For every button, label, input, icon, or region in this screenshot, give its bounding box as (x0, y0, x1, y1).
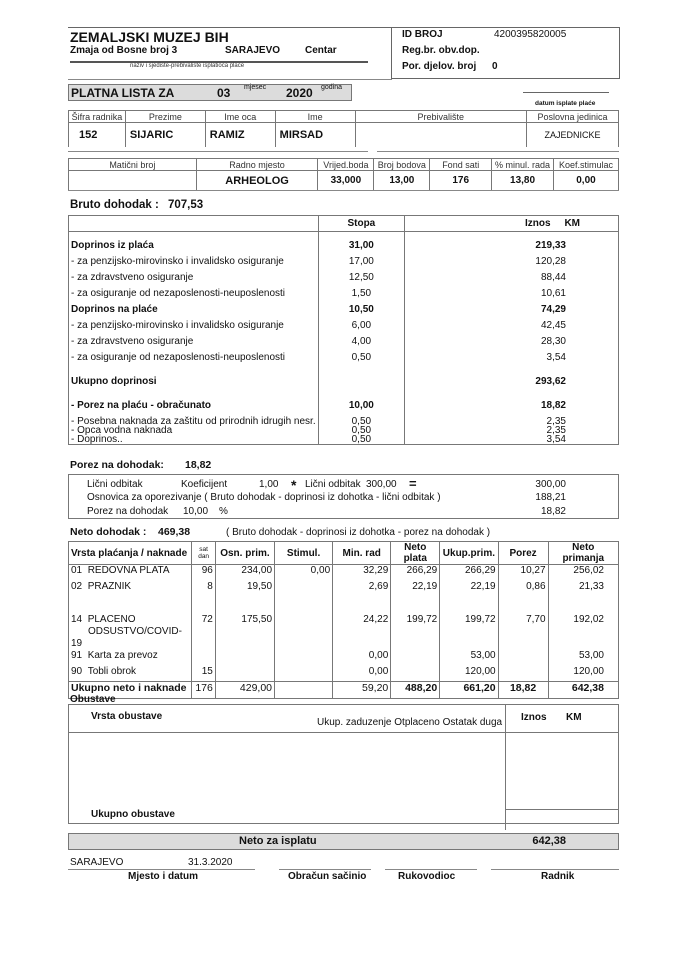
earnings-row: 02 PRAZNIK 8 19,50 2,69 22,19 22,19 0,86 21,33 (69, 581, 619, 614)
header-broj-bodova: Broj bodova (374, 159, 430, 171)
signature-prepared-by: Obračun sačinio (288, 871, 367, 882)
employee-id: 152 (69, 123, 126, 147)
earnings-row: 01 REDOVNA PLATA 96 234,00 0,00 32,29 266,29 266,29 10,27 256,02 (69, 565, 619, 581)
header-prezime: Prezime (125, 111, 205, 123)
header-vrijed-boda: Vrijed.boda (318, 159, 374, 171)
income-tax-label: Porez na dohodak: (70, 459, 164, 471)
header-radno-mjesto: Radno mjesto (196, 159, 318, 171)
income-tax-amount: 18,82 (540, 506, 566, 517)
deductions-total-line (505, 809, 618, 810)
employee-father-name: RAMIZ (205, 123, 275, 147)
col-min-work: Min. rad (333, 542, 391, 565)
job-point-value: 33,000 (318, 171, 374, 191)
org-address: Zmaja od Bosne broj 3 (70, 45, 178, 56)
income-tax-rate-label: Porez na dohodak (87, 506, 169, 517)
payslip-month: 03 (217, 86, 231, 100)
job-seniority: 13,80 (492, 171, 554, 191)
signature-place-date: Mjesto i datum (128, 871, 199, 882)
earnings-row: 14 PLACENO ODSUSTVO/COVID-19 72 175,50 24,22 199,72 199,72 7,70 192,02 (69, 614, 619, 650)
divider-left (68, 151, 368, 152)
header-ime-oca: Ime oca (205, 111, 275, 123)
contribution-row: - za penzijsko-mirovinsko i invalidsko osiguranje 6,00 42,45 (69, 318, 619, 334)
header-sifra: Šifra radnika (69, 111, 126, 123)
col-base: Osn. prim. (215, 542, 274, 565)
employee-table (68, 110, 619, 147)
net-payout-value: 642,38 (532, 835, 566, 847)
net-income-label: Neto dohodak : (70, 526, 147, 538)
income-tax-value: 18,82 (185, 459, 212, 471)
col-stimulation: Stimul. (275, 542, 333, 565)
signature-line-1 (68, 869, 255, 870)
personal-deduction-label: Lični odbitak (87, 479, 143, 490)
extra-row: - Opca vodna naknada 0,50 2,35 (71, 424, 566, 436)
contribution-row: - za osiguranje od nezaposlenosti-neuposlenosti 1,50 10,61 (69, 286, 619, 302)
net-income-formula: ( Bruto dohodak - doprinosi iz dohotka - porez na dohodak ) (226, 527, 491, 538)
footer-date: 31.3.2020 (188, 857, 233, 868)
multiply-sign: * (291, 477, 297, 493)
header-prebivaliste: Prebivalište (355, 111, 527, 123)
contribution-row: - za zdravstveno osiguranje 12,50 88,44 (69, 270, 619, 286)
header-poslovna-jedinica: Poslovna jedinica (527, 111, 619, 123)
signature-employee: Radnik (541, 871, 575, 882)
payment-date-line (523, 92, 609, 93)
job-hours-fund: 176 (430, 171, 492, 191)
id-block (392, 27, 620, 79)
employee-unit: ZAJEDNICKE (527, 123, 619, 147)
reg-label: Reg.br. obv.dop. (402, 45, 480, 56)
job-maticni-broj (69, 171, 197, 191)
address-caption: naziv i sjediste-prebivaliste isplatioca place (130, 63, 245, 69)
job-bottom-line (68, 190, 619, 191)
org-city: SARAJEVO (225, 45, 281, 56)
por-label: Por. djelov. broj (402, 61, 477, 72)
signature-line-2 (279, 869, 371, 870)
col-total-income: Ukup.prim. (440, 542, 498, 565)
header-maticni-broj: Matični broj (69, 159, 197, 171)
payment-date-caption: datum isplate plaće (535, 100, 596, 107)
org-municipality: Centar (305, 45, 337, 56)
header-minuli-rad: % minul. rada (492, 159, 554, 171)
deductions-box (68, 704, 619, 824)
id-value: 4200395820005 (494, 29, 567, 40)
extra-row: - Posebna naknada za zaštitu od prirodnih idrugih nesr. 0,50 2,35 (71, 415, 566, 427)
col-payment-type: Vrsta plaćanja / naknade (69, 542, 192, 565)
personal-deduction-base: 300,00 (366, 479, 397, 490)
employee-name: MIRSAD (275, 123, 355, 147)
gross-value: 707,53 (168, 199, 204, 211)
deductions-title: Obustave (70, 694, 116, 705)
net-income-value: 469,38 (158, 526, 191, 538)
employer-block (68, 27, 392, 80)
contribution-row: - za osiguranje od nezaposlenosti-neuposlenosti 0,50 3,54 (69, 350, 619, 366)
salary-tax-row: - Porez na plaću - obračunato 10,00 18,82 (69, 398, 619, 414)
col-hours: sat dan (192, 542, 215, 565)
month-label: mjesec (244, 84, 267, 91)
signature-line-3 (385, 869, 477, 870)
job-position: ARHEOLOG (196, 171, 318, 191)
payslip-title: PLATNA LISTA ZA (71, 86, 175, 100)
tax-base-label: Osnovica za oporezivanje ( Bruto dohodak - doprinosi iz dohotka - lični odbitak ) (87, 492, 441, 503)
deductions-col-currency: KM (566, 712, 582, 723)
personal-deduction-label-2: Lični odbitak (305, 479, 361, 490)
deductions-header-line (69, 732, 618, 733)
header-ime: Ime (275, 111, 355, 123)
org-name: ZEMALJSKI MUZEJ BIH (70, 29, 229, 45)
contribution-row: Doprinos iz plaća 31,00 219,33 (69, 238, 619, 254)
gross-label: Bruto dohodak : (70, 199, 159, 211)
income-tax-rate: 10,00 (183, 506, 209, 517)
divider-right (377, 151, 619, 152)
contribution-row: Doprinos na plaće 10,50 74,29 (69, 302, 619, 318)
coef-value: 1,00 (259, 479, 279, 490)
earnings-row: 91 Karta za prevoz 0,00 53,00 53,00 (69, 650, 619, 666)
col-amount-label: Iznos (524, 218, 551, 229)
contribution-row: - za zdravstveno osiguranje 4,00 28,30 (69, 334, 619, 350)
net-payout-label: Neto za isplatu (239, 835, 317, 847)
contributions-table (68, 215, 619, 445)
header-koef-stimulac: Koef.stimulac (553, 159, 618, 171)
job-stimulation: 0,00 (553, 171, 618, 191)
equals-sign: = (409, 476, 417, 491)
deductions-col-amount: Iznos (521, 712, 547, 723)
personal-deduction-result: 300,00 (535, 479, 566, 490)
id-label: ID BROJ (402, 29, 443, 40)
income-tax-pct: % (219, 506, 228, 517)
col-net-salary: Neto plata (391, 542, 440, 565)
net-payout-bar (68, 833, 619, 850)
col-net-income: Neto primanja (548, 542, 618, 565)
deductions-col-debt: Ukup. zaduzenje Otplaceno Ostatak duga (317, 717, 503, 728)
payslip-title-bar (68, 84, 352, 101)
signature-manager: Rukovodioc (398, 871, 456, 882)
employee-surname: SIJARIC (125, 123, 205, 147)
job-table (68, 158, 619, 191)
earnings-row: 90 Tobli obrok 15 0,00 120,00 120,00 (69, 666, 619, 682)
earnings-table (68, 541, 619, 699)
job-points: 13,00 (374, 171, 430, 191)
contributions-total-row: Ukupno doprinosi 293,62 (69, 374, 619, 390)
contribution-row: - za penzijsko-mirovinsko i invalidsko osiguranje 17,00 120,28 (69, 254, 619, 270)
payslip-year: 2020 (286, 86, 313, 100)
deductions-col-type: Vrsta obustave (91, 711, 163, 722)
coef-label: Koeficijent (181, 479, 228, 490)
col-currency: KM (564, 218, 580, 229)
employer-bottom-line (68, 79, 392, 80)
col-tax: Porez (498, 542, 548, 565)
tax-base-value: 188,21 (535, 492, 566, 503)
col-rate: Stopa (318, 216, 405, 232)
col-amount (405, 216, 619, 232)
year-label: godina (321, 84, 343, 91)
earnings-total-row: Ukupno neto i naknade 176 429,00 59,20 488,20 661,20 18,82 642,38 (69, 682, 619, 699)
footer-place: SARAJEVO (70, 857, 124, 868)
deductions-total-label: Ukupno obustave (91, 809, 175, 820)
por-value: 0 (492, 61, 498, 72)
deductions-vline (505, 705, 506, 830)
employee-residence (355, 123, 527, 147)
signature-line-4 (491, 869, 619, 870)
income-tax-box (68, 474, 619, 519)
header-fond-sati: Fond sati (430, 159, 492, 171)
extra-row: - Doprinos.. 0,50 3,54 (71, 433, 566, 445)
